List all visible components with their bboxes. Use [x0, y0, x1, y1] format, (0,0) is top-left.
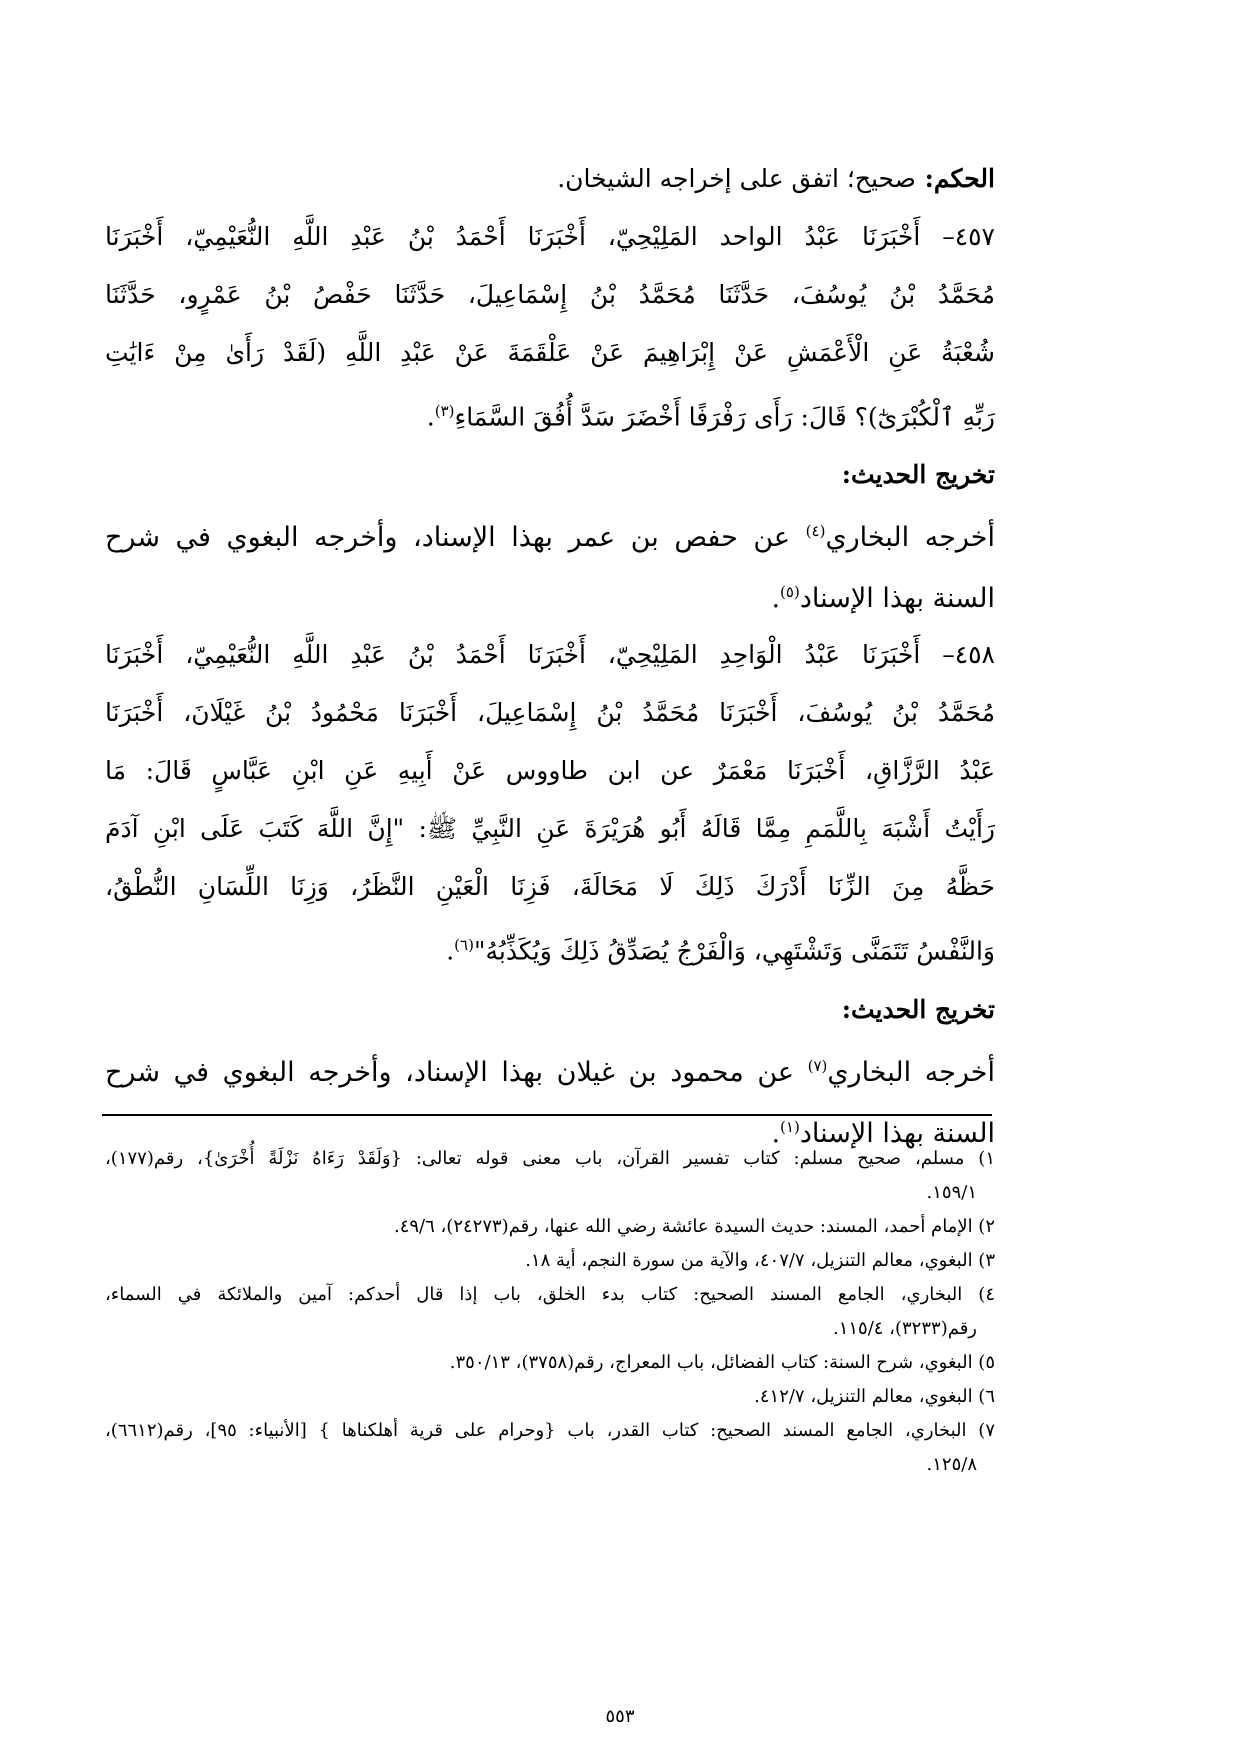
takhrij-2-text-a: أخرجه البخاري — [827, 1056, 995, 1088]
ruling-line — [105, 150, 995, 208]
takhrij-2-text-c: السنة بهذا الإسناد — [799, 1117, 995, 1149]
hadith-457-line-1: ٤٥٧– أَخْبَرَنَا عَبْدُ الواحد المَلِيْحِيّ، أَخْبَرَنَا أَحْمَدُ بْنُ عَبْدِ اللَّهِ النُّعَيْمِيّ، أَخْبَرَنَا — [105, 222, 995, 251]
ruling-text: صحيح؛ اتفق على إخراجه الشيخان. — [557, 164, 916, 193]
footnote-3 — [105, 1244, 995, 1278]
footnote-ref-5[interactable]: (٥) — [780, 583, 800, 602]
hadith-458-line-3: عَبْدُ الرَّزَّاقِ، أَخْبَرَنَا مَعْمَرٌ عن ابن طاووس عَنْ أَبِيهِ عَنِ ابْنِ عَبَّاسٍ قَالَ: مَا — [105, 756, 995, 786]
hadith-458-line-2: مُحَمَّدُ بْنُ يُوسُفَ، أَخْبَرَنَا مُحَمَّدُ بْنُ إِسْمَاعِيلَ، أَخْبَرَنَا مَحْمُودُ بْنُ غَيْلَانَ، أَخْبَرَنَا — [105, 698, 995, 728]
footnote-4-line-2: رقم(٣٢٣٣)، ١١٥/٤. — [832, 1318, 977, 1339]
footnote-7-line-1: ٧) البخاري، الجامع المسند الصحيح: كتاب القدر، باب {وحرام على قرية أهلكناها } [الأنبياء: ٩٥]، رقم(٦٦١٢)، — [105, 1420, 996, 1441]
takhrij-1-text-b: عن حفص بن عمر بهذا الإسناد، وأخرجه البغوي في شرح — [105, 522, 791, 554]
footnote-4 — [105, 1278, 995, 1346]
takhrij-paragraph-1 — [105, 504, 995, 626]
hadith-458-line-4: رَأَيْتُ أَشْبَهَ بِاللَّمَمِ مِمَّا قَالَهُ أَبُو هُرَيْرَةَ عَنِ النَّبِيِّ ﷺ: "إِنَّ اللَّهَ كَتَبَ عَلَى ابْنِ آدَمَ — [105, 814, 995, 844]
hadith-457-line-3: شُعْبَةُ عَنِ الْأَعْمَشِ عَنْ إِبْرَاهِيمَ عَنْ عَلْقَمَةَ عَنْ عَبْدِ اللَّهِ (لَقَدْ رَأَىٰ مِنْ ءَايَٰتِ — [105, 338, 995, 367]
footnote-1-line-1: ١) مسلم، صحيح مسلم: كتاب تفسير القرآن، باب معنى قوله تعالى: {وَلَقَدْ رَءَاهُ نَزْلَةً أُخْرَىٰ}، رقم(١٧٧)، — [105, 1148, 995, 1169]
footnotes — [105, 1142, 995, 1482]
takhrij-1-text-a: أخرجه البخاري — [825, 522, 995, 554]
footnote-3-text: ٣) البغوي، معالم التنزيل، ٤٠٧/٧، والآية من سورة النجم، أية ١٨. — [525, 1250, 995, 1271]
hadith-457-line-4-text: رَبِّهِ ٱلْكُبْرَىٰٓ)؟ قَالَ: رَأَى رَفْرَفًا أَخْضَرَ سَدَّ أُفُقَ السَّمَاءِ — [454, 402, 995, 432]
period: . — [771, 583, 781, 615]
footnote-2-text: ٢) الإمام أحمد، المسند: حديث السيدة عائشة رضي الله عنها، رقم(٢٤٢٧٣)، ٤٩/٦. — [393, 1216, 995, 1237]
ruling-label: الحكم: — [924, 164, 995, 193]
footnote-separator — [102, 1114, 992, 1116]
period: . — [771, 1117, 781, 1149]
footnote-ref-4[interactable]: (٤) — [805, 522, 826, 541]
takhrij-heading-1: تخريج الحديث: — [841, 460, 995, 490]
footnote-ref-7[interactable]: (٧) — [807, 1056, 828, 1075]
footnote-ref-3[interactable]: (٣) — [434, 402, 455, 420]
hadith-458-line-5: حَظَّهُ مِنَ الزِّنَا أَدْرَكَ ذَلِكَ لَا مَحَالَةَ، فَزِنَا الْعَيْنِ النَّظَرُ، وَزِنَا اللِّسَانِ النُّطْقُ، — [105, 872, 995, 902]
period: . — [426, 402, 435, 432]
main-text — [105, 150, 995, 1161]
takhrij-1-text-c: السنة بهذا الإسناد — [799, 583, 995, 615]
footnote-1-line-2: ١٥٩/١. — [926, 1182, 977, 1203]
footnote-6 — [105, 1380, 995, 1414]
hadith-458 — [105, 626, 995, 980]
footnote-5-text: ٥) البغوي، شرح السنة: كتاب الفضائل، باب المعراج، رقم(٣٧٥٨)، ٣٥٠/١٣. — [449, 1352, 995, 1373]
page-number: ٥٥٣ — [605, 1706, 635, 1727]
takhrij-1-line-2 — [105, 565, 995, 626]
footnote-ref-1[interactable]: (١) — [780, 1117, 800, 1136]
footnote-4-line-1: ٤) البخاري، الجامع المسند الصحيح: كتاب بدء الخلق، باب إذا قال أحدكم: آمين والملائكة في السماء، — [105, 1284, 995, 1305]
footnote-ref-6[interactable]: (٦) — [454, 936, 474, 955]
hadith-458-line-6 — [105, 916, 995, 980]
footnote-1 — [105, 1142, 995, 1210]
footnote-7 — [105, 1414, 995, 1482]
hadith-457-line-2: مُحَمَّدُ بْنُ يُوسُفَ، حَدَّثَنَا مُحَمَّدُ بْنُ إِسْمَاعِيلَ، حَدَّثَنَا حَفْصُ بْنُ عَمْرٍو، حَدَّثَنَا — [105, 280, 995, 309]
hadith-457 — [105, 208, 995, 446]
footnote-6-text: ٦) البغوي، معالم التنزيل، ٤١٢/٧. — [754, 1386, 995, 1407]
footnote-7-line-2: ١٢٥/٨. — [926, 1454, 977, 1475]
footnote-5 — [105, 1346, 995, 1380]
period: . — [446, 936, 455, 966]
hadith-458-line-6-text: وَالنَّفْسُ تَتَمَنَّى وَتَشْتَهِي، وَالْفَرْجُ يُصَدِّقُ ذَلِكَ وَيُكَذِّبُهُ" — [473, 936, 995, 966]
hadith-458-line-1: ٤٥٨– أَخْبَرَنَا عَبْدُ الْوَاحِدِ المَلِيْحِيّ، أَخْبَرَنَا أَحْمَدُ بْنُ عَبْدِ اللَّهِ النُّعَيْمِيّ، أَخْبَرَنَا — [105, 640, 995, 670]
takhrij-1-line-1 — [105, 504, 995, 565]
takhrij-2-line-1 — [105, 1039, 995, 1100]
footnote-2 — [105, 1210, 995, 1244]
takhrij-heading-2: تخريج الحديث: — [841, 994, 995, 1024]
hadith-457-line-4 — [105, 382, 995, 446]
takhrij-2-text-b: عن محمود بن غيلان بهذا الإسناد، وأخرجه البغوي في شرح — [105, 1056, 794, 1088]
